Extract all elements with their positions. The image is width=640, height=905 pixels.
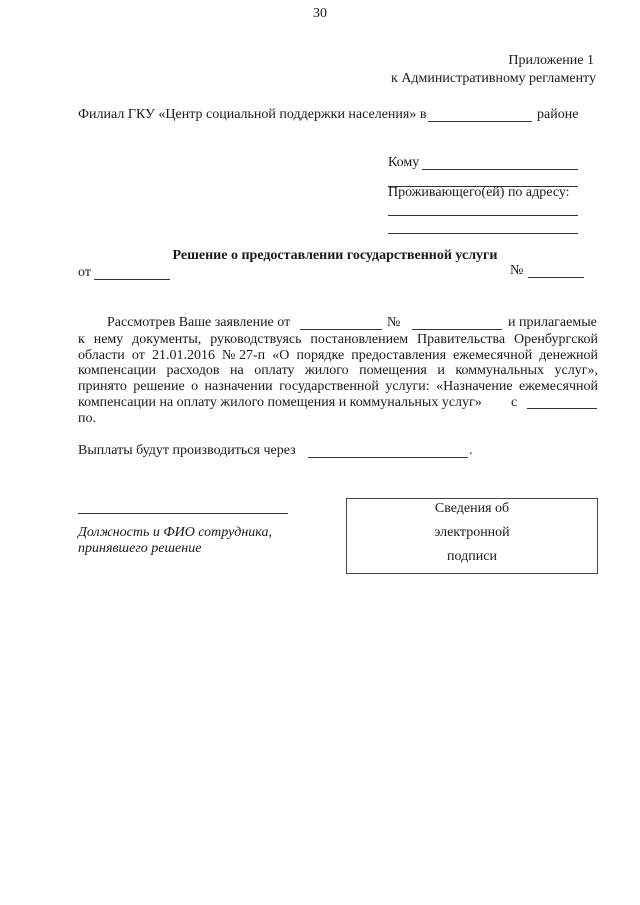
page-number: 30 [313, 6, 327, 21]
decision-title: Решение о предоставлении государственной услуги [172, 248, 498, 263]
to-blank [422, 169, 578, 170]
position-caption-line-1: Должность и ФИО сотрудника, [78, 525, 272, 540]
signature-blank [78, 513, 288, 514]
payments-blank [308, 457, 468, 458]
application-number-label: № [387, 315, 401, 330]
to-label: Кому [388, 155, 420, 170]
decision-number-label: № [510, 263, 524, 278]
body-line-1-end: и прилагаемые [508, 315, 597, 330]
branch-prefix: Филиал ГКУ «Центр социальной поддержки населения» в [78, 107, 427, 122]
position-caption-line-2: принявшего решение [78, 541, 202, 556]
body-line-4: компенсации расходов на оплату жилого помещения и коммунальных услуг», [78, 363, 598, 378]
appendix-line-1: Приложение 1 [508, 53, 594, 68]
district-blank [428, 121, 532, 122]
decision-number-blank [528, 277, 584, 278]
esign-line-2: электронной [434, 525, 510, 540]
body-line-6-start: компенсации на оплату жилого помещения и коммунальных услуг» [78, 395, 482, 410]
payments-end: . [469, 443, 473, 458]
body-line-2: к нему документы, руководствуясь постановлением Правительства Оренбургской [78, 332, 598, 347]
from-label: от [78, 265, 91, 280]
body-line-5: принято решение о назначении государственной услуги: «Назначение ежемесячной [78, 379, 598, 394]
payments-label: Выплаты будут производиться через [78, 443, 296, 458]
body-line-7: по. [78, 411, 96, 426]
application-date-blank [300, 329, 382, 330]
appendix-line-2: к Административному регламенту [391, 71, 596, 86]
body-line-3: области от 21.01.2016 №27-п «О порядке предоставления ежемесячной денежной [78, 348, 598, 363]
residing-label: Проживающего(ей) по адресу: [388, 185, 570, 200]
body-line-6-c: с [511, 395, 518, 410]
address-blank-1 [388, 215, 578, 216]
branch-suffix: районе [537, 107, 579, 122]
electronic-signature-box [346, 498, 598, 574]
esign-line-1: Сведения об [434, 501, 510, 516]
date-blank [94, 279, 170, 280]
application-number-blank [412, 329, 502, 330]
start-date-blank [527, 408, 597, 409]
esign-line-3: подписи [447, 549, 497, 564]
body-line-1-start: Рассмотрев Ваше заявление от [107, 315, 291, 330]
address-blank-2 [388, 233, 578, 234]
